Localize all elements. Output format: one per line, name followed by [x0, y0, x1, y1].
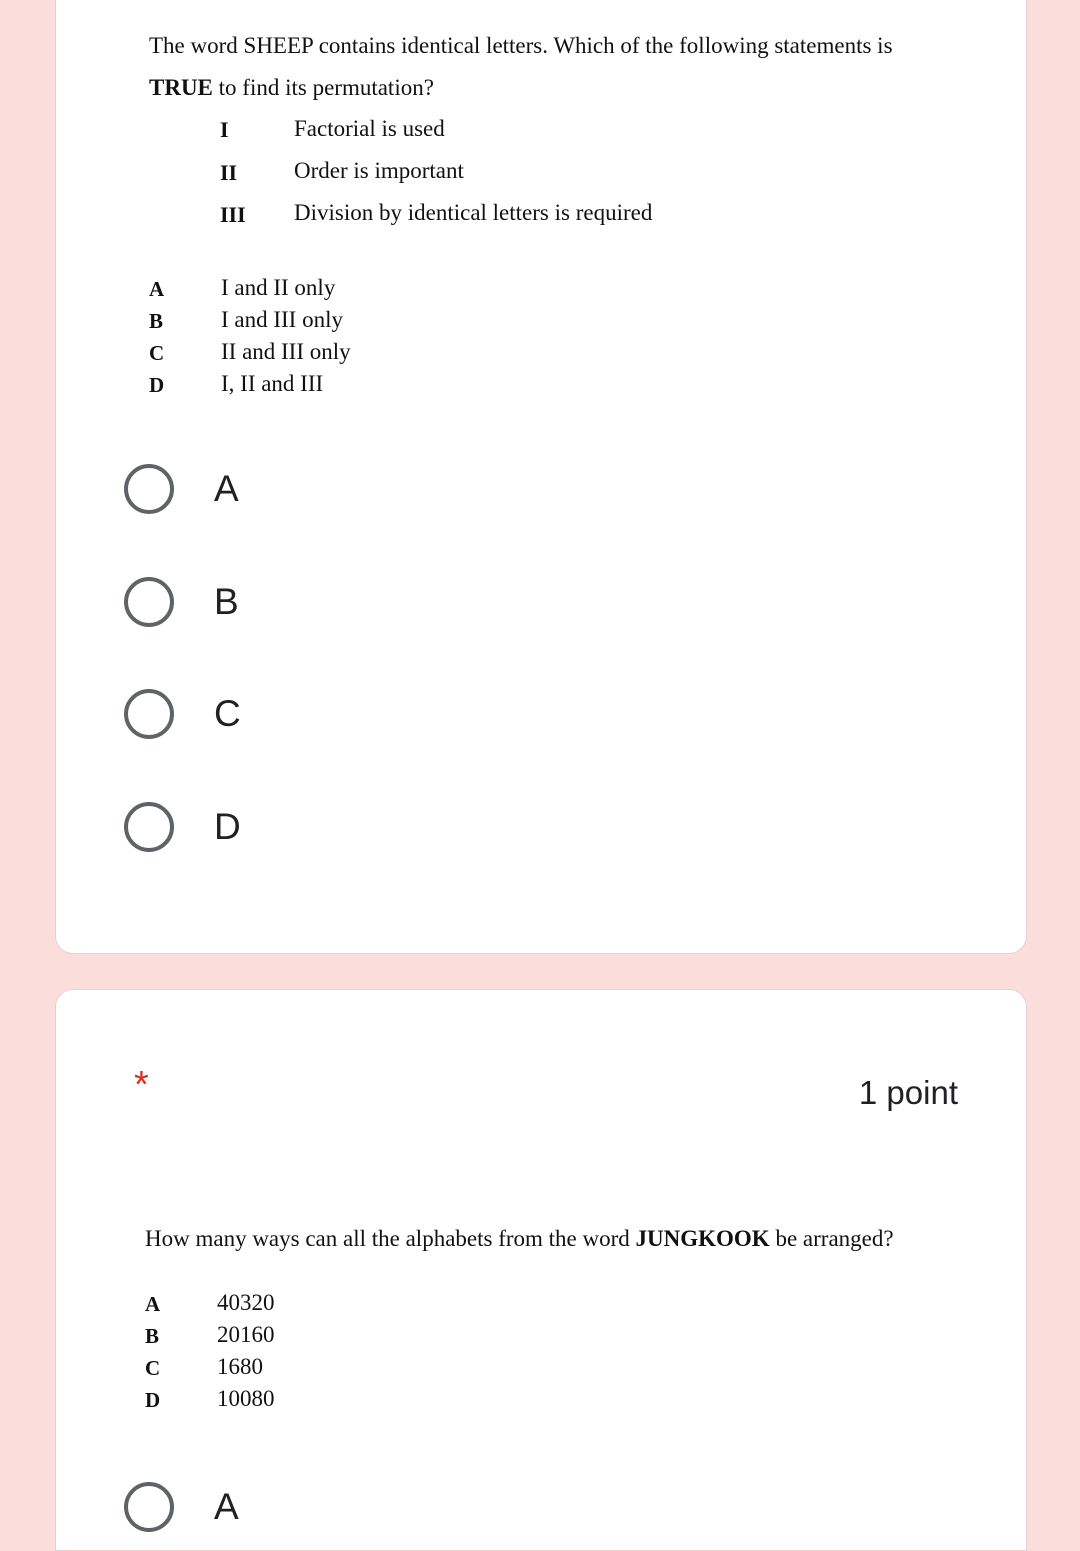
question-2-text	[145, 1226, 894, 1252]
q2-option-c-letter: C	[145, 1356, 161, 1380]
radio-circle-icon[interactable]	[124, 1482, 174, 1532]
choice-d-label: D	[214, 806, 241, 847]
radio-circle-icon[interactable]	[124, 689, 174, 739]
true-emphasis: TRUE	[149, 75, 213, 100]
choice-d-radio[interactable]	[124, 802, 724, 860]
radio-circle-icon[interactable]	[124, 464, 174, 514]
q2-option-b-text: 20160	[217, 1322, 275, 1347]
q2-option-d-text: 10080	[217, 1386, 275, 1411]
question-1-text-line1: The word SHEEP contains identical letters. Which of the following statements is	[149, 33, 893, 58]
question-2-text-after: be arranged?	[769, 1226, 894, 1251]
statement-3-text: Division by identical letters is required	[294, 200, 653, 225]
choice-b-radio[interactable]	[124, 577, 724, 635]
option-c-text: II and III only	[221, 339, 351, 364]
question-1-text-line2	[149, 75, 434, 101]
q2-option-a-letter: A	[145, 1292, 161, 1316]
q2-option-c-text: 1680	[217, 1354, 263, 1379]
statement-2-number: II	[220, 160, 238, 185]
choice-c-label: C	[214, 693, 241, 734]
question-2-text-before: How many ways can all the alphabets from the word	[145, 1226, 636, 1251]
option-b-text: I and III only	[221, 307, 343, 332]
required-asterisk: *	[134, 1064, 149, 1106]
option-b-letter: B	[149, 309, 164, 333]
radio-circle-icon[interactable]	[124, 802, 174, 852]
choice-b-label: B	[214, 581, 239, 622]
statement-1-number: I	[220, 117, 229, 142]
q2-choice-a-radio[interactable]	[124, 1482, 724, 1540]
q2-choice-a-label: A	[214, 1486, 239, 1527]
question-card-2	[55, 989, 1027, 1551]
question-card-1	[55, 0, 1027, 954]
option-c-letter: C	[149, 341, 165, 365]
statement-1-text: Factorial is used	[294, 116, 445, 141]
option-a-text: I and II only	[221, 275, 336, 300]
choice-c-radio[interactable]	[124, 689, 724, 747]
points-label: 1 point	[858, 1074, 958, 1111]
option-d-text: I, II and III	[221, 371, 324, 396]
option-d-letter: D	[149, 373, 165, 397]
q2-option-b-letter: B	[145, 1324, 160, 1348]
q2-option-d-letter: D	[145, 1388, 161, 1412]
question-1-text-line2-rest: to find its permutation?	[212, 75, 434, 100]
question-2-word: JUNGKOOK	[635, 1226, 770, 1251]
option-a-letter: A	[149, 277, 165, 301]
radio-circle-icon[interactable]	[124, 577, 174, 627]
q2-option-a-text: 40320	[217, 1290, 275, 1315]
statement-3-number: III	[220, 202, 246, 227]
statement-2-text: Order is important	[294, 158, 464, 183]
choice-a-radio[interactable]	[124, 464, 724, 522]
choice-a-label: A	[214, 468, 239, 509]
